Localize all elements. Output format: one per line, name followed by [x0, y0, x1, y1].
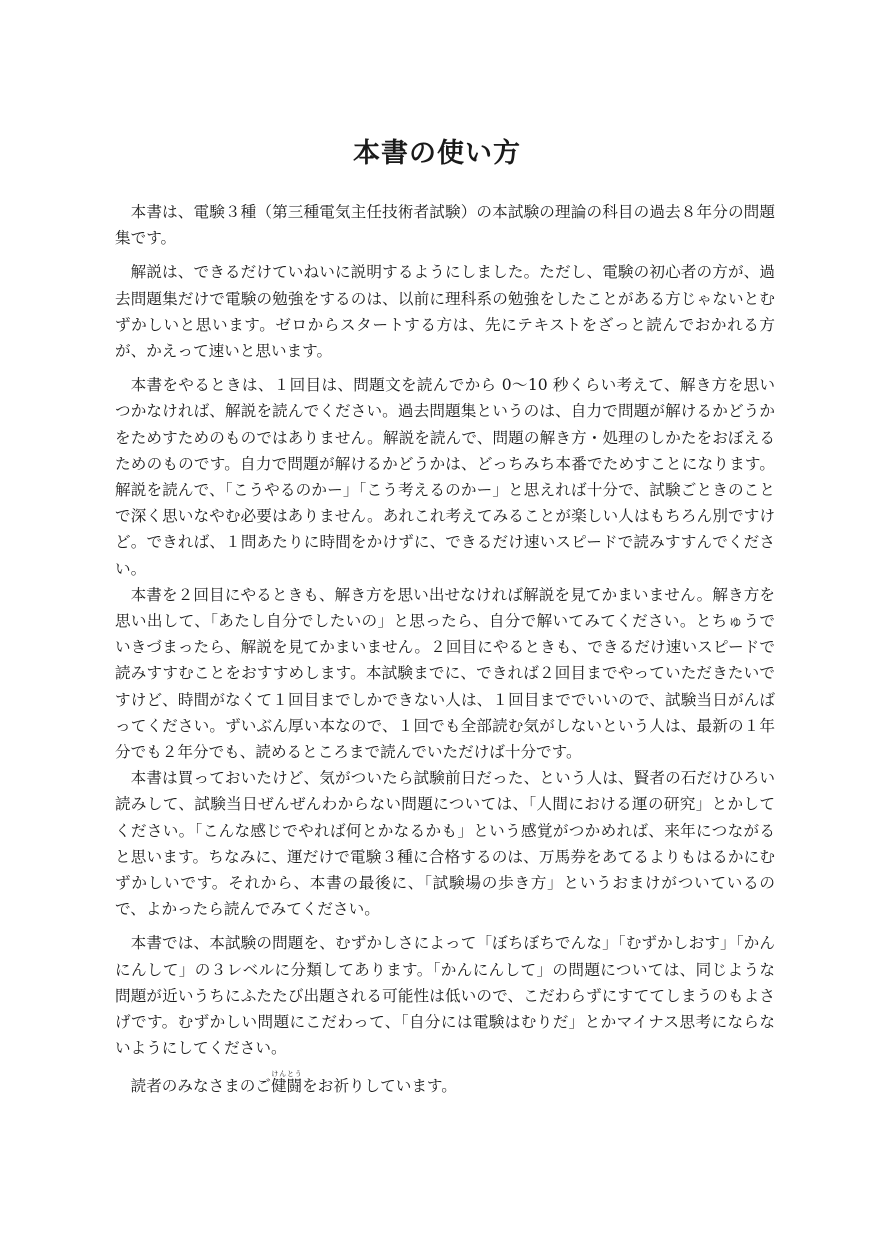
paragraph-intro: 本書は、電験３種（第三種電気主任技術者試験）の本試験の理論の科目の過去８年分の問題集です。: [115, 203, 775, 248]
paragraph-last-minute: 本書は買っておいたけど、気がついたら試験前日だった、という人は、賢者の石だけひろい読みして、試験当日ぜんぜんわからない問題については、「人間における運の研究」とかしてください。「こんな感じでやれば何とかなるかも」という感覚がつかめれば、来年につながると思います。ちなみに、運だけで電験３種に合格するのは、万馬券をあてるよりもはるかにむずかしいです。それから、本書の最後に、「試験場の歩き方」というおまけがついているので、よかったら読んでみてください。: [115, 769, 775, 919]
paragraph-second-pass: 本書を２回目にやるときも、解き方を思い出せなければ解説を見てかまいません。解き方を思い出して、「あたし自分でしたいの」と思ったら、自分で解いてみてください。とちゅうでいきづまったら、解説を見てかまいません。２回目にやるときも、できるだけ速いスピードで読みすすむことをおすすめします。本試験までに、できれば２回目までやっていただきたいですけど、時間がなくて１回目までしかできない人は、１回目まででいいので、試験当日がんばってください。ずいぶん厚い本なので、１回でも全部読む気がしないという人は、最新の１年分でも２年分でも、読めるところまで読んでいただけば十分です。: [115, 585, 775, 762]
closing-text-after: をお祈りしています。: [302, 1076, 457, 1095]
ruby-kentou: [270, 1069, 303, 1095]
paragraph-explanations: 解説は、できるだけていねいに説明するようにしました。ただし、電験の初心者の方が、過去問題集だけで電験の勉強をするのは、以前に理科系の勉強をしたことがある方じゃないとむずかしいと思います。ゼロからスタートする方は、先にテキストをざっと読んでおかれる方が、かえって速いと思います。: [115, 263, 775, 361]
page-title: 本書の使い方: [353, 138, 521, 169]
body-text: [115, 199, 775, 1099]
closing-text-before: 読者のみなさまのご: [130, 1076, 271, 1095]
paragraph-first-pass: 本書をやるときは、１回目は、問題文を読んでから 0〜10 秒くらい考えて、解き方を思いつかなければ、解説を読んでください。過去問題集というのは、自力で問題が解けるかどうかをためすためのものではありません。解説を読んで、問題の解き方・処理のしかたをおぼえるためのものです。自力で問題が解けるかどうかは、どっちみち本番でためすことになります。解説を読んで、「こうやるのかー」「こう考えるのかー」と思えれば十分で、試験ごときのことで深く思いなやむ必要はありません。あれこれ考えてみることが楽しい人はもちろん別ですけど。できれば、１問あたりに時間をかけずに、できるだけ速いスピードで読みすすんでください。: [115, 376, 775, 578]
paragraph-difficulty-levels: 本書では、本試験の問題を、むずかしさによって「ぼちぼちでんな」「むずかしおす」「かんにんして」の３レベルに分類してあります。「かんにんして」の問題については、同じような問題が近いうちにふたたび出題される可能性は低いので、こだわらずにすててしまうのもよさげです。むずかしい問題にこだわって、「自分には電験はむりだ」とかマイナス思考にならないようにしてください。: [115, 934, 775, 1058]
ruby-reading: けんとう: [270, 1069, 303, 1078]
paragraph-closing: [115, 1070, 775, 1099]
ruby-base: 健闘: [270, 1076, 303, 1095]
